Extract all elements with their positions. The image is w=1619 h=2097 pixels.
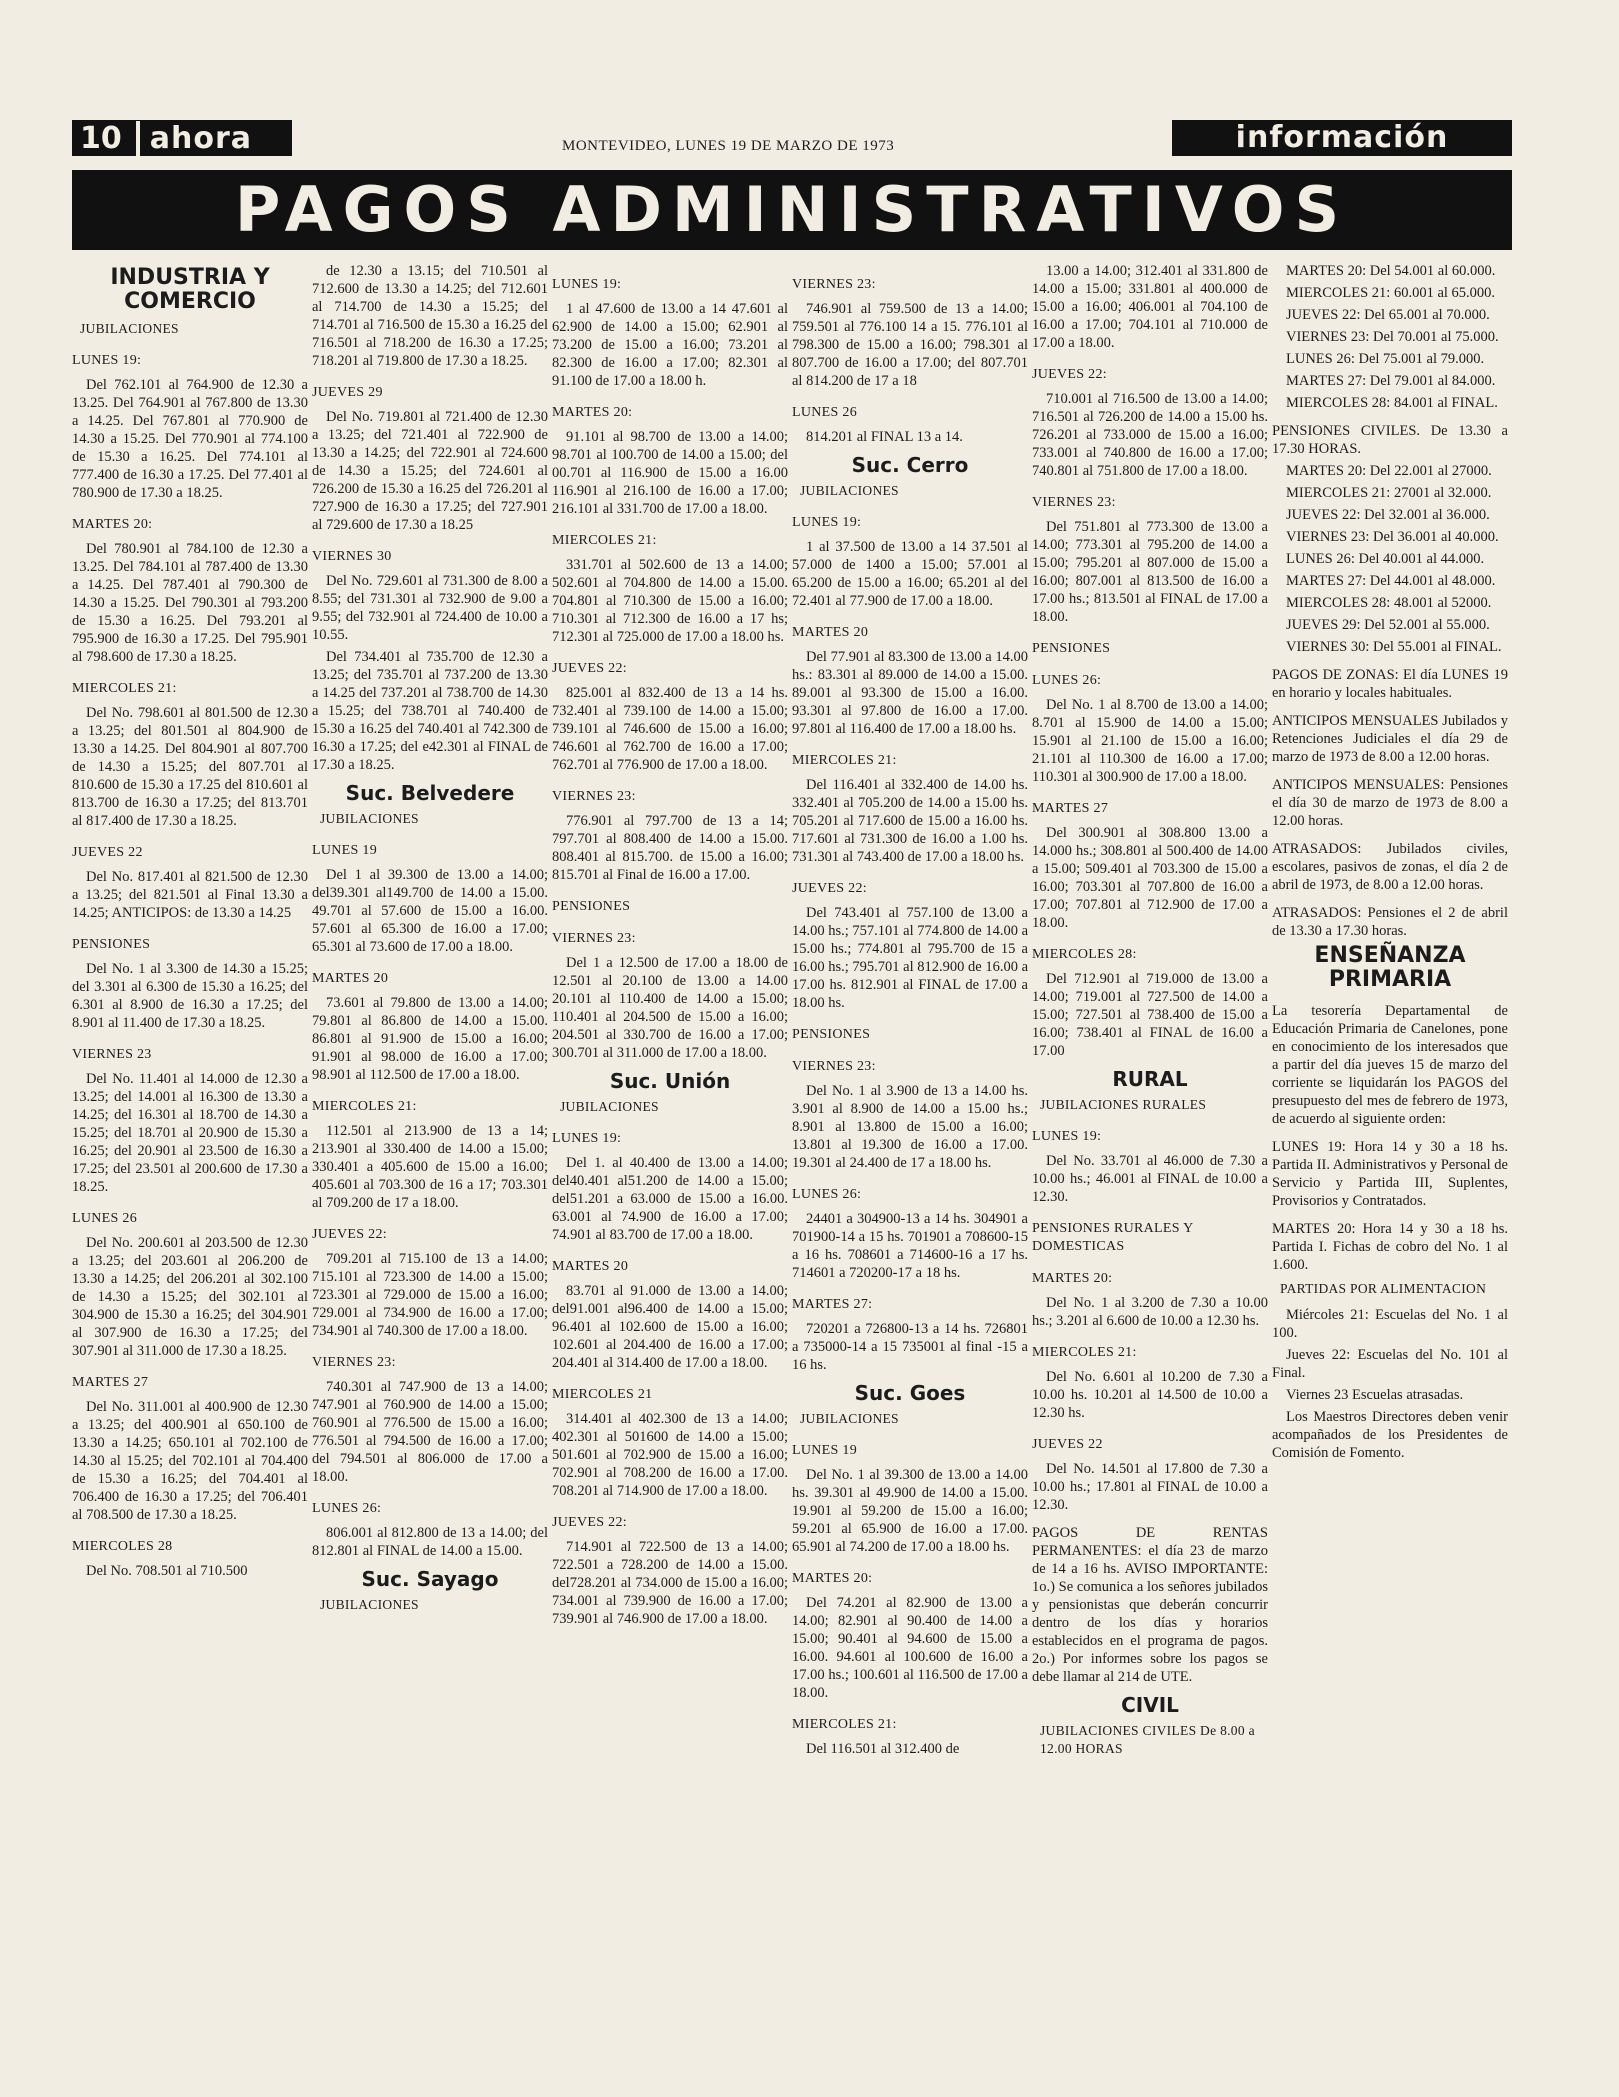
subheading: JUBILACIONES RURALES xyxy=(1040,1097,1207,1112)
schedule-entry: Del No. 1 al 3.300 de 14.30 a 15.25; del 3.301 al 6.300 de 15.30 a 16.25; del 6.301 al 8.900 de 16.30 a 17.25; del 8.901 al 11.400 de 17.30 a 18.25. xyxy=(72,961,308,1031)
schedule-entry: Del No. 798.601 al 801.500 de 12.30 a 13.25; del 801.501 al 804.900 de 13.30 a 14.25. Del 804.901 al 807.700 de 14.30 a 15.25; del 807.701 al 810.600 de 15.30 a 17.25 del 810.601 al 813.700 de 16.30 a 17.25; del 813.701 al 817.400 de 17.30 a 18.25. xyxy=(72,705,308,829)
day-heading: MARTES 20: xyxy=(552,405,633,420)
schedule-entry: LUNES 26: Del 40.001 al 44.000. xyxy=(1286,551,1485,567)
schedule-entry: Del 751.801 al 773.300 de 13.00 a 14.00; 773.301 al 795.200 de 14.00 a 15.00; 795.201 al 807.000 de 15.00 a 16.00; 807.001 al 813.500 de 16.00 a 17.00 hs.; 813.501 al FINAL de 17.00 a 18.00. xyxy=(1032,519,1268,625)
schedule-entry: Del No. 33.701 al 46.000 de 7.30 a 10.00 hs.; 46.001 al FINAL de 10.00 a 12.30. xyxy=(1032,1153,1268,1205)
schedule-entry: MARTES 20: Del 22.001 al 27000. xyxy=(1286,463,1492,479)
day-heading: MIERCOLES 28: xyxy=(1032,947,1137,962)
schedule-entry: Del No. 311.001 al 400.900 de 12.30 a 13.25; del 400.901 al 650.100 de 13.30 a 14.25; 650.101 al 702.100 de 14.30 al 15.25; del 702.101 al 704.400 de 15.30 a 16.25; del 704.401 al 706.400 de 16.30 a 17.25; del 706.401 al 708.500 de 17.30 a 18.25. xyxy=(72,1399,308,1523)
schedule-entry: Del No. 14.501 al 17.800 de 7.30 a 10.00 hs.; 17.801 al FINAL de 10.00 a 12.30. xyxy=(1032,1461,1268,1513)
schedule-entry: 776.901 al 797.700 de 13 a 14; 797.701 al 808.400 de 14.00 a 15.00. 808.401 al 815.700. de 15.00 a 16.00; 815.701 al Final de 16.00 a 17.00. xyxy=(552,813,788,883)
schedule-entry: Los Maestros Directores deben venir acompañados de los Presidentes de Comisión de Fomento. xyxy=(1272,1409,1508,1461)
day-heading: MARTES 27 xyxy=(72,1375,149,1390)
section-label: información xyxy=(1172,120,1512,156)
section-heading: ENSEÑANZA PRIMARIA xyxy=(1314,943,1466,992)
schedule-entry: 24401 a 304900-13 a 14 hs. 304901 a 701900-14 a 15 hs. 701901 a 708600-15 a 16 hs. 708601 a 714600-16 a 17 hs. 714601 a 720200-17 a 18 hs. xyxy=(792,1211,1028,1281)
subheading: JUBILACIONES xyxy=(560,1099,659,1114)
schedule-entry: MARTES 20: Del 54.001 al 60.000. xyxy=(1286,263,1496,279)
column-2 xyxy=(312,262,548,2072)
day-heading: JUEVES 29 xyxy=(312,385,383,400)
notice-text: La tesorería Departamental de Educación Primaria de Canelones, pone en conocimiento de los interesados que a partir del día jueves 15 de marzo del corriente se liquidarán los PAGOS del presupuesto del mes de febrero de 1973, de acuerdo al siguiente orden: xyxy=(1272,1003,1508,1127)
notice-text: ATRASADOS: Jubilados civiles, escolares, pasivos de zonas, el día 2 de abril de 1973, de 8.00 a 12.00 horas. xyxy=(1272,841,1508,893)
subheading: JUBILACIONES CIVILES De 8.00 a 12.00 HORAS xyxy=(1040,1723,1255,1756)
day-heading: VIERNES 23: xyxy=(1032,495,1116,510)
schedule-entry: Del 712.901 al 719.000 de 13.00 a 14.00; 719.001 al 727.500 de 14.00 a 15.00; 727.501 al 738.400 de 15.00 a 16.00; 738.401 al FINAL de 16.00 a 17.00 xyxy=(1032,971,1268,1059)
column-3 xyxy=(552,262,788,2072)
day-heading: JUEVES 22: xyxy=(312,1227,387,1242)
schedule-entry: Del 116.401 al 332.400 de 14.00 hs. 332.401 al 705.200 de 14.00 a 15.00 hs. 705.201 al 717.600 de 15.00 a 16.00 hs. 717.601 al 731.300 de 16.00 a 1.00 hs. 731.301 al 743.400 de 17.00 a 18.00 hs. xyxy=(792,777,1028,865)
schedule-entry: Del No. 708.501 al 710.500 xyxy=(86,1563,248,1579)
column-6 xyxy=(1272,262,1508,2072)
notice-text: PAGOS DE RENTAS PERMANENTES: el día 23 de marzo de 14 a 16 hs. AVISO IMPORTANTE: 1o.) Se comunica a los señores jubilados y pensionistas que deberán concurrir dentro de los días y horarios establecidos en el programa de pagos. 2o.) Por informes sobre los pagos se debe llamar al 214 de UTE. xyxy=(1032,1525,1268,1685)
notice-text: MARTES 20: Hora 14 y 30 a 18 hs. Partida I. Fichas de cobro del No. 1 al 1.600. xyxy=(1272,1221,1508,1273)
schedule-entry: MIERCOLES 21: 27001 al 32.000. xyxy=(1286,485,1492,501)
subheading: JUBILACIONES xyxy=(80,321,179,336)
day-heading: LUNES 26 xyxy=(792,405,858,420)
day-heading: PENSIONES xyxy=(552,899,631,914)
day-heading: LUNES 19: xyxy=(552,277,622,292)
schedule-entry: Del No. 11.401 al 14.000 de 12.30 a 13.25; del 14.001 al 16.300 de 13.30 a 14.25; del 16.301 al 18.700 de 14.30 a 15.25; del 18.701 al 20.900 de 15.30 a 16.25; del 20.901 al 23.500 de 16.30 a 17.25; del 23.501 al 200.600 de 17.30 a 18.25. xyxy=(72,1071,308,1195)
day-heading: VIERNES 23: xyxy=(552,931,636,946)
schedule-entry: Del 1 al 39.300 de 13.00 a 14.00; del39.301 al149.700 de 14.00 a 15.00. 49.701 al 57.600 de 15.00 a 16.00. 57.601 al 65.300 de 16.00 a 17.00; 65.301 al 73.600 de 17.00 a 18.00. xyxy=(312,867,548,955)
schedule-entry: MIERCOLES 28: 84.001 al FINAL. xyxy=(1286,395,1498,411)
schedule-entry: Del No. 1 al 39.300 de 13.00 a 14.00 hs. 39.301 al 49.900 de 14.00 a 15.00. 19.901 al 59.200 de 15.00 a 16.00; 59.201 al 65.900 de 16.00 a 17.00. 65.901 al 74.200 de 17.00 a 18.00 hs. xyxy=(792,1467,1028,1555)
section-heading: INDUSTRIA Y COMERCIO xyxy=(110,265,270,314)
schedule-entry: Del 300.901 al 308.800 13.00 a 14.000 hs.; 308.801 al 500.400 de 14.00 a 15.00; 509.401 al 703.300 de 15.00 a 16.00; 703.301 al 707.800 de 16.00 a 17.00; 707.801 al 712.900 de 17.00 a 18.00. xyxy=(1032,825,1268,931)
day-heading: MARTES 20 xyxy=(312,971,389,986)
page-number: 10 xyxy=(72,121,140,156)
day-heading: VIERNES 23 xyxy=(72,1047,152,1062)
day-heading: MIERCOLES 21: xyxy=(792,1717,897,1732)
day-heading: MARTES 20 xyxy=(792,625,869,640)
schedule-entry: JUEVES 22: Del 65.001 al 70.000. xyxy=(1286,307,1490,323)
day-heading: LUNES 19 xyxy=(792,1443,858,1458)
subheading: PARTIDAS POR ALIMENTACION xyxy=(1280,1281,1487,1296)
schedule-entry: Viernes 23 Escuelas atrasadas. xyxy=(1286,1387,1464,1403)
notice-text: LUNES 19: Hora 14 y 30 a 18 hs. Partida II. Administrativos y Personal de Servicio y Partida III, Suplentes, Provisorios y Contratados. xyxy=(1272,1139,1508,1209)
day-heading: MIERCOLES 21: xyxy=(552,533,657,548)
day-heading: VIERNES 23: xyxy=(792,277,876,292)
schedule-entry: 740.301 al 747.900 de 13 a 14.00; 747.901 al 760.900 de 14.00 a 15.00; 760.901 al 776.500 de 15.00 a 16.00; 776.501 al 794.500 de 16.00 a 17.00; del 794.501 al 806.000 de 17.00 a 18.00. xyxy=(312,1379,548,1485)
day-heading: JUEVES 22 xyxy=(72,845,143,860)
schedule-entry: Del 116.501 al 312.400 de xyxy=(806,1741,960,1757)
schedule-entry: 746.901 al 759.500 de 13 a 14.00; 759.501 al 776.100 14 a 15. 776.101 al 798.300 de 15.00 a 16.00; 798.301 al 807.700 de 16.00 a 17.00; del 807.701 al 814.200 de 17 a 18 xyxy=(792,301,1028,389)
schedule-entry: VIERNES 23: Del 70.001 al 75.000. xyxy=(1286,329,1499,345)
day-heading: LUNES 26: xyxy=(792,1187,862,1202)
schedule-entry: JUEVES 29: Del 52.001 al 55.000. xyxy=(1286,617,1490,633)
day-heading: VIERNES 23: xyxy=(792,1059,876,1074)
schedule-entry: 13.00 a 14.00; 312.401 al 331.800 de 14.00 a 15.00; 331.801 al 400.000 de 15.00 a 16.00; 406.001 al 704.100 de 16.00 a 17.00; 704.101 al 710.000 de 17.00 a 18.00. xyxy=(1032,263,1268,351)
schedule-entry: MIERCOLES 28: 48.001 al 52000. xyxy=(1286,595,1492,611)
day-heading: MARTES 20: xyxy=(72,517,153,532)
schedule-entry: Del 1 a 12.500 de 17.00 a 18.00 de 12.501 al 20.100 de 13.00 a 14.00 20.101 al 110.400 de 14.00 a 15.00; 110.401 al 204.500 de 15.00 a 16.00; 204.501 al 330.700 de 16.00 a 17.00; 300.701 al 311.000 de 17.00 a 18.00. xyxy=(552,955,788,1061)
section-heading: Suc. Sayago xyxy=(361,1567,499,1591)
schedule-entry: 83.701 al 91.000 de 13.00 a 14.00; del91.001 al96.400 de 14.00 a 15.00; 96.401 al 102.600 de 15.00 a 16.00; 102.601 al 204.400 de 16.00 a 17.00; 204.401 al 314.400 de 17.00 a 18.00. xyxy=(552,1283,788,1371)
day-heading: MARTES 27: xyxy=(792,1297,873,1312)
day-heading: PENSIONES xyxy=(792,1027,871,1042)
column-4 xyxy=(792,262,1028,2072)
day-heading: MIERCOLES 21: xyxy=(1032,1345,1137,1360)
newspaper-brand: ahora xyxy=(149,120,253,156)
schedule-entry: MARTES 27: Del 79.001 al 84.000. xyxy=(1286,373,1496,389)
notice-text: ANTICIPOS MENSUALES: Pensiones el día 30 de marzo de 1973 de 8.00 a 12.00 horas. xyxy=(1272,777,1508,829)
schedule-entry: Del No. 1 al 8.700 de 13.00 a 14.00; 8.701 al 15.900 de 14.00 a 15.00; 15.901 al 21.100 de 15.00 a 16.00; 21.101 al 110.300 de 16.00 a 17.00; 110.301 al 300.900 de 17.00 a 18.00. xyxy=(1032,697,1268,785)
day-heading: MIERCOLES 21: xyxy=(792,753,897,768)
notice-text: PAGOS DE ZONAS: El día LUNES 19 en horario y locales habituales. xyxy=(1272,667,1508,701)
schedule-entry: Del 743.401 al 757.100 de 13.00 a 14.00 hs.; 757.101 al 774.800 de 14.00 a 15.00 hs.; 774.801 al 795.700 de 15 a 16.00 hs.; 795.701 al 812.900 de 16.00 a 17.00 hs. 812.901 al FINAL de 17.00 a 18.00 hs. xyxy=(792,905,1028,1011)
day-heading: JUEVES 22: xyxy=(552,661,627,676)
schedule-entry: 710.001 al 716.500 de 13.00 a 14.00; 716.501 al 726.200 de 14.00 a 15.00 hs. 726.201 al 733.000 de 15.00 a 16.00; 733.001 al 740.800 de 16.00 a 17.00; 740.801 al 751.800 de 17.00 a 18.00. xyxy=(1032,391,1268,479)
section-heading: Suc. Cerro xyxy=(851,453,969,477)
day-heading: MARTES 27 xyxy=(1032,801,1109,816)
schedule-entry: Del No. 719.801 al 721.400 de 12.30 a 13.25; del 721.401 al 722.900 de 13.30 a 14.25; del 722.901 al 724.600 de 14.30 a 15.25; del 724.601 al 726.200 de 15.30 a 16.25 del 726.201 al 727.900 de 16.30 a 17.25; del 727.901 al 729.600 de 17.30 a 18.25 xyxy=(312,409,548,533)
schedule-entry: Del 780.901 al 784.100 de 12.30 a 13.25. Del 784.101 al 787.400 de 13.30 a 14.25. Del 787.401 al 790.300 de 14.30 a 15.25. Del 790.301 al 793.200 de 15.30 a 16.25. Del 793.201 al 795.900 de 16.30 a 17.25. Del 795.901 al 798.600 de 17.30 a 18.25. xyxy=(72,541,308,665)
schedule-entry: Del No. 1 al 3.200 de 7.30 a 10.00 hs.; 3.201 al 6.600 de 10.00 a 12.30 hs. xyxy=(1032,1295,1268,1329)
day-heading: LUNES 19: xyxy=(72,353,142,368)
day-heading: VIERNES 23: xyxy=(312,1355,396,1370)
schedule-entry: Del 74.201 al 82.900 de 13.00 a 14.00; 82.901 al 90.400 de 14.00 a 15.00; 90.401 al 94.600 de 15.00 a 16.00. 94.601 al 100.600 de 16.00 a 17.00 hs.; 100.601 al 116.500 de 17.00 a 18.00. xyxy=(792,1595,1028,1701)
notice-text: ATRASADOS: Pensiones el 2 de abril de 13.30 a 17.30 horas. xyxy=(1272,905,1508,939)
dateline: MONTEVIDEO, LUNES 19 DE MARZO DE 1973 xyxy=(562,138,895,154)
schedule-entry: 91.101 al 98.700 de 13.00 a 14.00; 98.701 al 100.700 de 14.00 a 15.00; del 00.701 al 116.900 de 15.00 a 16.00 116.901 al 216.100 de 16.00 a 17.00; 216.101 al 331.700 de 17.00 a 18.00. xyxy=(552,429,788,517)
day-heading: JUEVES 22: xyxy=(1032,367,1107,382)
schedule-entry: 1 al 47.600 de 13.00 a 14 47.601 al 62.900 de 14.00 a 15.00; 62.901 al 73.200 de 15.00 a 16.00; 73.201 al 82.300 de 16.00 a 17.00; 82.301 al 91.100 de 17.00 a 18.00 h. xyxy=(552,301,788,389)
day-heading: PENSIONES RURALES Y DOMESTICAS xyxy=(1032,1221,1194,1254)
section-heading: RURAL xyxy=(1112,1067,1188,1091)
day-heading: LUNES 26: xyxy=(312,1501,382,1516)
day-heading: JUEVES 22: xyxy=(552,1515,627,1530)
day-heading: MIERCOLES 21 xyxy=(552,1387,653,1402)
day-heading: VIERNES 30 xyxy=(312,549,392,564)
schedule-entry: de 12.30 a 13.15; del 710.501 al 712.600 de 13.30 a 14.25; del 712.601 al 714.700 de 14.30 a 15.25; del 714.701 al 716.500 de 15.30 a 16.25 del 716.501 al 718.200 de 16.30 a 17.25; 718.201 al 719.800 de 17.30 a 18.25. xyxy=(312,263,548,369)
schedule-entry: MARTES 27: Del 44.001 al 48.000. xyxy=(1286,573,1496,589)
day-heading: PENSIONES xyxy=(72,937,151,952)
day-heading: LUNES 26 xyxy=(72,1211,138,1226)
schedule-entry: Del 762.101 al 764.900 de 12.30 a 13.25. Del 764.901 al 767.800 de 13.30 a 14.25. Del 767.801 al 770.900 de 14.30 a 15.25. Del 770.901 al 774.100 de 15.30 a 16.25. Del 774.101 al 777.400 de 16.30 a 17.25. Del 77.401 al 780.900 de 17.30 a 18.25. xyxy=(72,377,308,501)
day-heading: MIERCOLES 21: xyxy=(312,1099,417,1114)
schedule-entry: 331.701 al 502.600 de 13 a 14.00; 502.601 al 704.800 de 14.00 a 15.00. 704.801 al 710.300 de 15.00 a 16.00; 710.301 al 712.300 de 16.00 a 17 hs; 712.301 al 725.000 de 17.00 a 18.00 hs. xyxy=(552,557,788,645)
schedule-entry: 825.001 al 832.400 de 13 a 14 hs. 732.401 al 739.100 de 14.00 a 15.00; 739.101 al 746.600 de 15.00 a 16.00; 746.601 al 762.700 de 16.00 a 17.00; 762.701 al 776.900 de 17.00 a 18.00. xyxy=(552,685,788,773)
page-header xyxy=(72,120,1512,160)
day-heading: MARTES 20: xyxy=(1032,1271,1113,1286)
subheading: JUBILACIONES xyxy=(800,1411,899,1426)
schedule-entry: 112.501 al 213.900 de 13 a 14; 213.901 al 330.400 de 14.00 a 15.00; 330.401 a 405.600 de 15.00 a 16.00; 405.601 al 703.300 de 16 a 17; 703.301 al 709.200 de 17 a 18.00. xyxy=(312,1123,548,1211)
day-heading: LUNES 19: xyxy=(792,515,862,530)
day-heading: VIERNES 23: xyxy=(552,789,636,804)
schedule-entry: JUEVES 22: Del 32.001 al 36.000. xyxy=(1286,507,1490,523)
schedule-entry: LUNES 26: Del 75.001 al 79.000. xyxy=(1286,351,1485,367)
column-5 xyxy=(1032,262,1268,2072)
day-heading: MIERCOLES 21: xyxy=(72,681,177,696)
day-heading: LUNES 19 xyxy=(312,843,378,858)
schedule-entry: Del 1. al 40.400 de 13.00 a 14.00; del40.401 al51.200 de 14.00 a 15.00; del51.201 a 63.000 de 15.00 a 16.00. 63.001 al 74.900 de 16.00 a 17.00; 74.901 al 83.700 de 17.00 a 18.00. xyxy=(552,1155,788,1243)
schedule-entry: Del No. 729.601 al 731.300 de 8.00 a 8.55; del 731.301 al 732.900 de 9.00 a 9.55; del 732.901 al 724.400 de 10.00 a 10.55. xyxy=(312,573,548,643)
schedule-entry: 714.901 al 722.500 de 13 a 14.00; 722.501 a 728.200 de 14.00 a 15.00. del728.201 al 734.000 de 15.00 a 16.00; 734.001 al 739.900 de 16.00 a 17.00; 739.901 al 746.900 de 17.00 a 18.00. xyxy=(552,1539,788,1627)
day-heading: JUEVES 22 xyxy=(1032,1437,1103,1452)
schedule-entry: Del No. 1 al 3.900 de 13 a 14.00 hs. 3.901 al 8.900 de 14.00 a 15.00 hs.; 8.901 al 13.800 de 15.00 a 16.00; 13.801 al 19.300 de 16.00 a 17.00. 19.301 al 24.400 de 17 a 18.00 hs. xyxy=(792,1083,1028,1171)
schedule-entry: 709.201 al 715.100 de 13 a 14.00; 715.101 al 723.300 de 14.00 a 15.00; 723.301 al 729.000 de 15.00 a 16.00; 729.001 al 734.900 de 16.00 a 17.00; 734.901 al 740.300 de 17.00 a 18.00. xyxy=(312,1251,548,1339)
schedule-entry: Del No. 200.601 al 203.500 de 12.30 a 13.25; del 203.601 al 206.200 de 13.30 a 14.25; del 206.201 al 302.100 de 14.30 a 15.25; del 302.101 al 304.900 de 15.30 a 16.25; del 304.901 al 307.900 de 16.30 a 17.25; del 307.901 al 311.000 de 17.30 a 18.25. xyxy=(72,1235,308,1359)
schedule-entry: 720201 a 726800-13 a 14 hs. 726801 a 735000-14 a 15 735001 al final -15 a 16 hs. xyxy=(792,1321,1028,1373)
subheading: JUBILACIONES xyxy=(320,811,419,826)
schedule-entry: Jueves 22: Escuelas del No. 101 al Final. xyxy=(1272,1347,1508,1381)
schedule-entry: 1 al 37.500 de 13.00 a 14 37.501 al 57.000 de 1400 a 15.00; 57.001 al 65.200 de 15.00 a 16.00; 65.201 al del 72.401 al 77.900 de 17.00 a 18.00. xyxy=(792,539,1028,609)
schedule-entry: VIERNES 23: Del 36.001 al 40.000. xyxy=(1286,529,1499,545)
day-heading: MARTES 20 xyxy=(552,1259,629,1274)
schedule-entry: Miércoles 21: Escuelas del No. 1 al 100. xyxy=(1272,1307,1508,1341)
section-heading: Suc. Unión xyxy=(609,1069,731,1093)
schedule-entry: Del 77.901 al 83.300 de 13.00 a 14.00 hs.: 83.301 al 89.000 de 14.00 a 15.00. 89.001 al 93.300 de 15.00 a 16.00. 93.301 al 97.800 de 16.00 a 17.00. 97.801 al 116.400 de 17.00 a 18.00 hs. xyxy=(792,649,1028,737)
notice-text: ANTICIPOS MENSUALES Jubilados y Retenciones Judiciales el día 29 de marzo de 1973 de 8.00 a 12.00 horas. xyxy=(1272,713,1508,765)
page-title: PAGOS ADMINISTRATIVOS xyxy=(72,170,1512,250)
masthead xyxy=(72,120,292,156)
section-heading: CIVIL xyxy=(1121,1693,1179,1717)
schedule-entry: VIERNES 30: Del 55.001 al FINAL. xyxy=(1286,639,1502,655)
subheading: JUBILACIONES xyxy=(800,483,899,498)
schedule-entry: Del No. 817.401 al 821.500 de 12.30 a 13.25; del 821.501 al Final 13.30 a 14.25; ANTICIPOS: de 13.30 a 14.25 xyxy=(72,869,308,921)
day-heading: MIERCOLES 28 xyxy=(72,1539,173,1554)
section-heading: Suc. Goes xyxy=(854,1381,966,1405)
day-heading: LUNES 19: xyxy=(552,1131,622,1146)
day-heading: MARTES 20: xyxy=(792,1571,873,1586)
day-heading: JUEVES 22: xyxy=(792,881,867,896)
day-heading: PENSIONES xyxy=(1032,641,1111,656)
schedule-entry: MIERCOLES 21: 60.001 al 65.000. xyxy=(1286,285,1496,301)
day-heading: LUNES 26: xyxy=(1032,673,1102,688)
column-1 xyxy=(72,262,308,2072)
schedule-entry: 814.201 al FINAL 13 a 14. xyxy=(806,429,963,445)
schedule-entry: 73.601 al 79.800 de 13.00 a 14.00; 79.801 al 86.800 de 14.00 a 15.00. 86.801 al 91.900 de 15.00 a 16.00; 91.901 al 98.000 de 16.00 a 17.00; 98.901 al 112.500 de 17.00 a 18.00. xyxy=(312,995,548,1083)
day-heading: LUNES 19: xyxy=(1032,1129,1102,1144)
schedule-entry: 806.001 al 812.800 de 13 a 14.00; del 812.801 al FINAL de 14.00 a 15.00. xyxy=(312,1525,548,1559)
schedule-entry: Del 734.401 al 735.700 de 12.30 a 13.25; del 735.701 al 737.200 de 13.30 a 14.25 del 737.201 al 738.700 de 14.30 a 15.25; del 738.701 al 740.400 de 15.30 a 16.25 del 740.401 al 742.300 de 16.30 a 17.25; del e42.301 al FINAL de 17.30 a 18.25. xyxy=(312,649,548,773)
section-heading: Suc. Belvedere xyxy=(345,781,515,805)
subheading: JUBILACIONES xyxy=(320,1597,419,1612)
notice-text: PENSIONES CIVILES. De 13.30 a 17.30 HORAS. xyxy=(1272,423,1508,457)
schedule-entry: 314.401 al 402.300 de 13 a 14.00; 402.301 al 501600 de 14.00 a 15.00; 501.601 al 702.900 de 15.00 a 16.00; 702.901 al 708.200 de 16.00 a 17.00. 708.201 al 714.900 de 17.00 a 18.00. xyxy=(552,1411,788,1499)
schedule-entry: Del No. 6.601 al 10.200 de 7.30 a 10.00 hs. 10.201 al 14.500 de 10.00 a 12.30 hs. xyxy=(1032,1369,1268,1421)
